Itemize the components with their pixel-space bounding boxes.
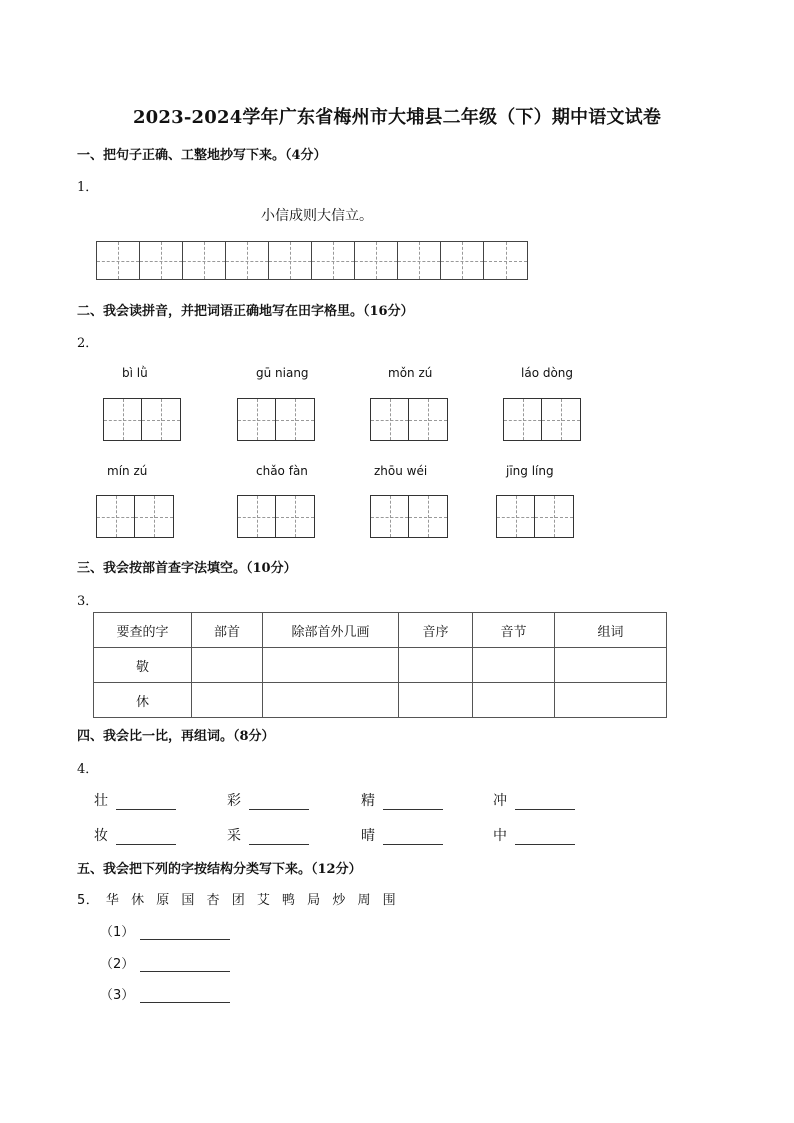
compare-char: 精	[361, 793, 375, 809]
answer-label: （3）	[100, 988, 135, 1003]
table-header: 部首	[192, 613, 263, 648]
tianzige-grid[interactable]	[96, 495, 174, 538]
classify-char: 团	[231, 893, 246, 908]
grid-cell[interactable]	[276, 399, 314, 440]
classify-char: 鸭	[282, 893, 296, 908]
answer-cell[interactable]	[555, 683, 667, 718]
section-4-heading: 四、我会比一比，再组词。（8分）	[77, 729, 275, 744]
answer-line	[100, 953, 230, 972]
classify-char: 杏	[206, 893, 221, 908]
tianzige-grid[interactable]	[103, 398, 181, 441]
compare-char: 中	[493, 828, 507, 844]
grid-cell[interactable]	[226, 242, 269, 279]
tianzige-grid[interactable]	[237, 495, 315, 538]
pinyin-label: zhōu wéi	[374, 464, 428, 478]
grid-cell[interactable]	[484, 242, 527, 279]
table-row	[94, 683, 667, 718]
grid-cell[interactable]	[104, 399, 142, 440]
section-5-heading: 五、我会把下列的字按结构分类写下来。（12分）	[77, 862, 362, 877]
grid-cell[interactable]	[409, 399, 447, 440]
grid-cell[interactable]	[497, 496, 535, 537]
word-blank[interactable]	[116, 830, 176, 845]
grid-cell[interactable]	[142, 399, 180, 440]
page-title: 2023-2024学年广东省梅州市大埔县二年级（下）期中语文试卷	[132, 107, 662, 128]
question-3-number: 3．	[77, 594, 99, 609]
grid-cell[interactable]	[183, 242, 226, 279]
word-blank[interactable]	[515, 830, 575, 845]
compare-item	[227, 825, 309, 845]
compare-char: 彩	[227, 793, 241, 809]
lookup-char: 敬	[94, 648, 192, 683]
answer-cell[interactable]	[399, 648, 473, 683]
classify-char: 国	[181, 893, 195, 908]
answer-cell[interactable]	[399, 683, 473, 718]
answer-line	[100, 984, 230, 1003]
section-1-heading: 一、把句子正确、工整地抄写下来。（4分）	[77, 148, 327, 163]
grid-cell[interactable]	[312, 242, 355, 279]
answer-cell[interactable]	[555, 648, 667, 683]
grid-cell[interactable]	[238, 399, 276, 440]
compare-item	[361, 825, 443, 845]
answer-cell[interactable]	[473, 648, 555, 683]
compare-item	[94, 825, 176, 845]
compare-item	[227, 790, 309, 810]
grid-cell[interactable]	[504, 399, 542, 440]
table-header: 要查的字	[94, 613, 192, 648]
section-3-heading: 三、我会按部首查字法填空。（10分）	[77, 561, 297, 576]
grid-cell[interactable]	[409, 496, 447, 537]
compare-item	[94, 790, 176, 810]
answer-cell[interactable]	[473, 683, 555, 718]
lookup-char: 休	[94, 683, 192, 718]
classify-char: 围	[382, 893, 397, 908]
tianzige-grid[interactable]	[370, 398, 448, 441]
question-5-number: 5．	[77, 893, 100, 908]
word-blank[interactable]	[249, 795, 309, 810]
word-blank[interactable]	[116, 795, 176, 810]
pinyin-label: mǒn zú	[388, 366, 433, 380]
pinyin-label: jīng líng	[506, 464, 554, 478]
answer-cell[interactable]	[263, 648, 399, 683]
word-blank[interactable]	[383, 830, 443, 845]
pinyin-label: gū niang	[256, 366, 309, 380]
word-blank[interactable]	[249, 830, 309, 845]
table-header: 组词	[555, 613, 667, 648]
answer-cell[interactable]	[192, 648, 263, 683]
classify-char: 周	[357, 893, 371, 908]
answer-blank[interactable]	[140, 957, 230, 972]
question-4-number: 4．	[77, 762, 99, 777]
radical-lookup-table	[93, 612, 667, 718]
answer-line	[100, 921, 230, 940]
table-header: 音节	[473, 613, 555, 648]
word-blank[interactable]	[383, 795, 443, 810]
answer-label: （2）	[100, 957, 135, 972]
classify-char: 局	[307, 893, 321, 908]
table-header: 音序	[399, 613, 473, 648]
answer-blank[interactable]	[140, 925, 230, 940]
table-row	[94, 648, 667, 683]
grid-cell[interactable]	[355, 242, 398, 279]
pinyin-label: chǎo fàn	[256, 464, 308, 478]
grid-cell[interactable]	[135, 496, 173, 537]
classify-char: 原	[156, 893, 170, 908]
question-1-number: 1．	[77, 180, 99, 195]
grid-cell[interactable]	[398, 242, 441, 279]
answer-blank[interactable]	[140, 988, 230, 1003]
compare-char: 冲	[493, 793, 507, 809]
copy-writing-grid[interactable]	[96, 241, 528, 280]
answer-label: （1）	[100, 925, 135, 940]
copy-sentence: 小信成则大信立。	[261, 208, 373, 224]
grid-cell[interactable]	[371, 399, 409, 440]
grid-cell[interactable]	[542, 399, 580, 440]
pinyin-label: mín zú	[107, 464, 148, 478]
grid-cell[interactable]	[535, 496, 573, 537]
compare-item	[361, 790, 443, 810]
compare-item	[493, 790, 575, 810]
compare-item	[493, 825, 575, 845]
compare-char: 妆	[94, 828, 108, 844]
classify-char: 华	[105, 893, 120, 908]
section-2-heading: 二、我会读拼音，并把词语正确地写在田字格里。（16分）	[77, 304, 414, 319]
grid-cell[interactable]	[269, 242, 312, 279]
grid-cell[interactable]	[140, 242, 183, 279]
compare-char: 壮	[94, 793, 108, 809]
tianzige-grid[interactable]	[503, 398, 581, 441]
compare-char: 采	[227, 828, 241, 844]
classify-char: 炒	[332, 893, 346, 908]
answer-cell[interactable]	[263, 683, 399, 718]
table-header-row	[94, 613, 667, 648]
grid-cell[interactable]	[97, 496, 135, 537]
classify-chars	[77, 889, 403, 908]
pinyin-label: bì lǜ	[122, 366, 148, 380]
pinyin-label: láo dòng	[521, 366, 574, 380]
grid-cell[interactable]	[371, 496, 409, 537]
grid-cell[interactable]	[97, 242, 140, 279]
classify-char: 艾	[256, 893, 271, 908]
compare-char: 晴	[361, 828, 375, 844]
word-blank[interactable]	[515, 795, 575, 810]
grid-cell[interactable]	[276, 496, 314, 537]
tianzige-grid[interactable]	[496, 495, 574, 538]
tianzige-grid[interactable]	[370, 495, 448, 538]
classify-char: 休	[131, 893, 145, 908]
grid-cell[interactable]	[238, 496, 276, 537]
grid-cell[interactable]	[441, 242, 484, 279]
question-2-number: 2．	[77, 336, 99, 351]
tianzige-grid[interactable]	[237, 398, 315, 441]
answer-cell[interactable]	[192, 683, 263, 718]
table-header: 除部首外几画	[263, 613, 399, 648]
